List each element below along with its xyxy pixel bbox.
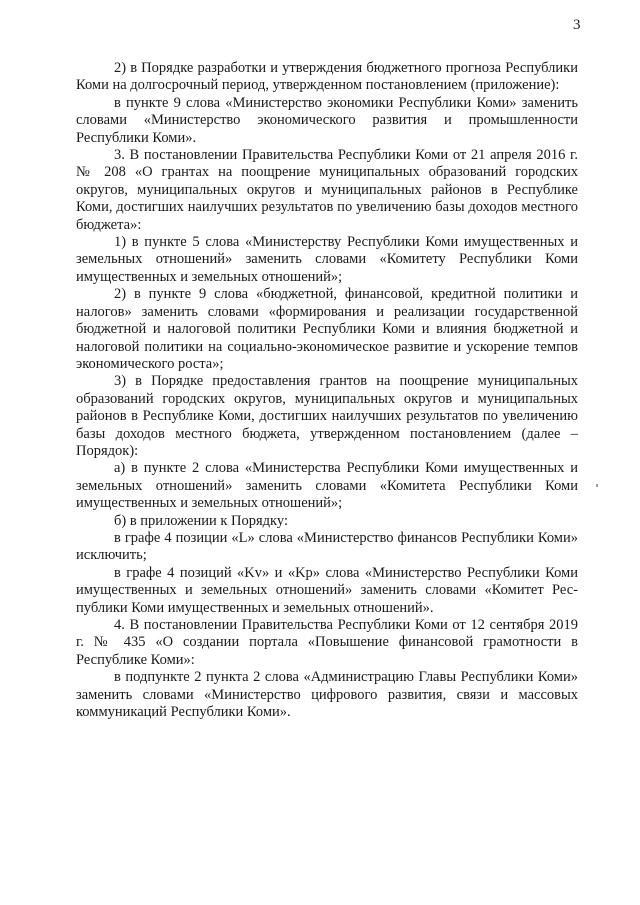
paragraph-point-9-budget-policy: 2) в пункте 9 слова «бюджетной, финансовой, кредитной политики и налогов» заменить словами «формирования и реализации государственной бюджетной и налоговой политики Республики Коми и влияния бюджетной и налоговой политики на социально-экономическое развитие и ускорение темпов экономического роста»;	[76, 286, 578, 372]
paragraph-resolution-208: 3. В постановлении Правительства Республики Коми от 21 апреля 2016 г. № 208 «О грантах на поощрение муниципальных образований городских округов, муниципальных округов и муниципальных районов в Республике Коми, достигших наилучших результатов по увеличению базы доходов местного бюджета»:	[76, 147, 578, 233]
document-body	[76, 60, 578, 721]
scan-mark	[596, 484, 598, 487]
page-number: 3	[573, 17, 581, 33]
paragraph-point-5-property-ministry: 1) в пункте 5 слова «Министерству Республики Коми имущественных и земельных отношений» заменить словами «Комитету Республики Коми имущественных и земельных отношений»;	[76, 234, 578, 285]
paragraph-procedure-appendix: б) в приложении к Порядку:	[114, 512, 288, 529]
paragraph-column-4-position-l: в графе 4 позиции «L» слова «Министерство финансов Республики Коми» исключить;	[76, 529, 578, 564]
paragraph-point-9-economy-ministry: в пункте 9 слова «Министерство экономики Республики Коми» заменить словами «Министерство экономического развития и промышленности Республики Коми».	[76, 94, 578, 146]
paragraph-resolution-435: 4. В постановлении Правительства Республики Коми от 12 сентября 2019 г. № 435 «О создании портала «Повышение финансовой грамотности в Республике Коми»:	[76, 617, 578, 668]
paragraph-point-2-property-ministry: а) в пункте 2 слова «Министерства Республики Коми имущественных и земельных отношений» заменить словами «Комитета Республики Коми имущественных и земельных отношений»;	[76, 460, 578, 512]
paragraph-column-4-positions-kv-kr: в графе 4 позиций «Kv» и «Kр» слова «Министерство Республики Коми имущественных и земельных отношений» заменить словами «Комитет Республики Коми имущественных и земельных отношений».	[76, 564, 578, 616]
paragraph-subpoint-2-head-administration: в подпункте 2 пункта 2 слова «Администрацию Главы Республики Коми» заменить словами «Министерство цифрового развития, связи и массовых коммуникаций Республики Коми».	[76, 669, 578, 721]
paragraph-budget-forecast-procedure: 2) в Порядке разработки и утверждения бюджетного прогноза Республики Коми на долгосрочный период, утвержденном постановлением (приложение):	[76, 60, 578, 94]
paragraph-grants-procedure: 3) в Порядке предоставления грантов на поощрение муниципальных образований городских округов, муниципальных округов и муниципальных районов в Республике Коми, достигших наилучших результатов по увеличению базы доходов местного бюджета, утвержденном постановлением (далее – Порядок):	[76, 373, 578, 459]
